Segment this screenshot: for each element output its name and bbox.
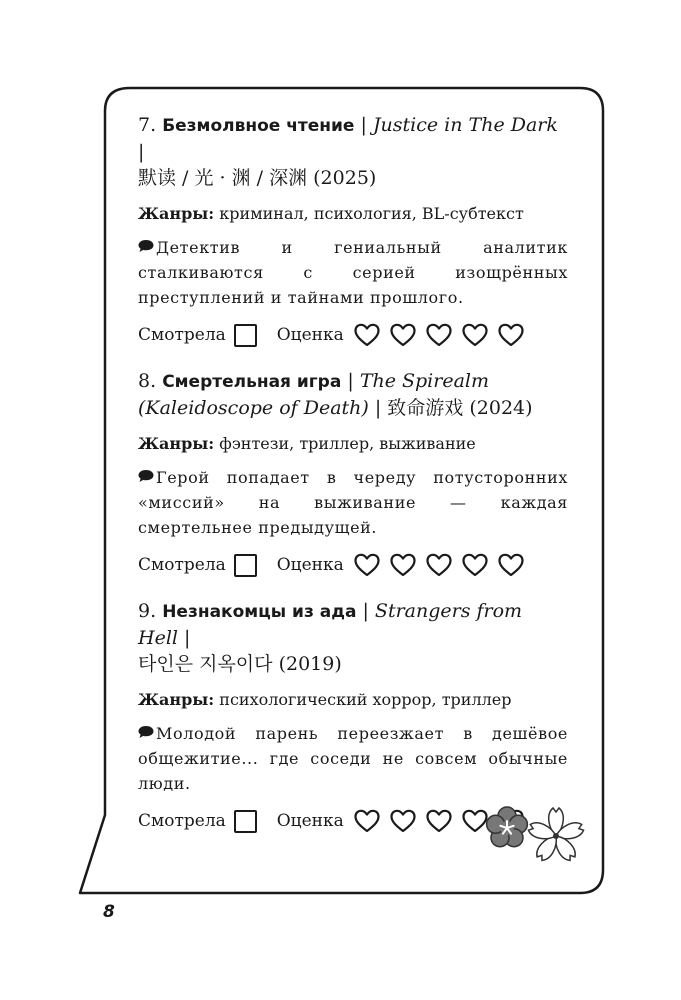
rating-hearts: [354, 553, 534, 577]
separator: |: [138, 141, 145, 163]
heart-outline-icon[interactable]: [354, 323, 380, 347]
heart-outline-icon[interactable]: [498, 323, 524, 347]
year: (2025): [313, 167, 377, 189]
description: [138, 465, 568, 540]
title-en: Justice in The Dark: [372, 114, 558, 136]
entry-number: 8.: [138, 370, 157, 392]
rating-label: Оценка: [276, 555, 344, 575]
speech-bubble-icon: [138, 465, 156, 490]
entry-title: [138, 368, 568, 421]
separator: |: [356, 600, 375, 622]
separator: |: [354, 114, 373, 136]
description-text: Герой попадает в череду потусторонних «миссий» на выживание — каждая смертельнее предыдущей.: [138, 468, 568, 537]
separator: |: [368, 397, 388, 419]
heart-outline-icon[interactable]: [354, 553, 380, 577]
watched-checkbox[interactable]: [234, 324, 257, 347]
series-list: [138, 112, 568, 836]
rating-hearts: [354, 323, 534, 347]
series-entry-8: [138, 368, 568, 580]
heart-outline-icon[interactable]: [390, 809, 416, 833]
description-text: Детектив и гениальный аналитик сталкиваются с серией изощрённых преступлений и тайнами прошлого.: [138, 238, 568, 307]
watched-label: Смотрела: [138, 811, 226, 831]
genres-line: [138, 203, 568, 225]
rating-label: Оценка: [276, 811, 344, 831]
heart-outline-icon[interactable]: [426, 809, 452, 833]
genres-line: [138, 433, 568, 455]
title-ru: Безмолвное чтение: [162, 116, 355, 136]
page-number: 8: [103, 902, 115, 922]
description-text: Молодой парень переезжает в дешёвое общежитие... где соседи не совсем обычные люди.: [138, 724, 568, 793]
sakura-flower-icon: [482, 802, 588, 868]
entry-number: 7.: [138, 114, 157, 136]
separator: |: [177, 627, 191, 649]
title-ru: Незнакомцы из ада: [162, 602, 357, 622]
heart-outline-icon[interactable]: [390, 553, 416, 577]
genres-label: Жанры:: [138, 204, 215, 223]
heart-outline-icon[interactable]: [426, 323, 452, 347]
watched-checkbox[interactable]: [234, 554, 257, 577]
title-en: Strangers from Hell: [138, 600, 523, 649]
entry-title: [138, 598, 568, 677]
title-original: 默读 / 光 · 渊 / 深渊: [138, 167, 308, 189]
rating-label: Оценка: [276, 325, 344, 345]
heart-outline-icon[interactable]: [390, 323, 416, 347]
watched-checkbox[interactable]: [234, 810, 257, 833]
series-entry-9: [138, 598, 568, 836]
separator: |: [341, 370, 360, 392]
speech-bubble-icon: [138, 235, 156, 260]
entry-meta: [138, 550, 568, 580]
description: [138, 235, 568, 310]
title-original: 타인은 지옥이다: [138, 653, 273, 675]
heart-outline-icon[interactable]: [354, 809, 380, 833]
heart-outline-icon[interactable]: [498, 553, 524, 577]
watched-label: Смотрела: [138, 555, 226, 575]
series-entry-7: [138, 112, 568, 350]
title-ru: Смертельная игра: [162, 372, 342, 392]
year: (2019): [278, 653, 342, 675]
genres-value: фэнтези, триллер, выживание: [214, 434, 476, 453]
genres-label: Жанры:: [138, 434, 215, 453]
speech-bubble-icon: [138, 721, 156, 746]
genres-value: психологический хоррор, триллер: [214, 690, 512, 709]
heart-outline-icon[interactable]: [426, 553, 452, 577]
genres-value: криминал, психология, BL-субтекст: [214, 204, 524, 223]
entry-title: [138, 112, 568, 191]
entry-number: 9.: [138, 600, 157, 622]
genres-line: [138, 689, 568, 711]
heart-outline-icon[interactable]: [462, 323, 488, 347]
title-original: 致命游戏: [387, 397, 464, 419]
watched-label: Смотрела: [138, 325, 226, 345]
entry-meta: [138, 320, 568, 350]
title-en: The Spirealm (Kaleidoscope of Death): [138, 370, 490, 419]
year: (2024): [469, 397, 533, 419]
description: [138, 721, 568, 796]
genres-label: Жанры:: [138, 690, 215, 709]
heart-outline-icon[interactable]: [462, 553, 488, 577]
